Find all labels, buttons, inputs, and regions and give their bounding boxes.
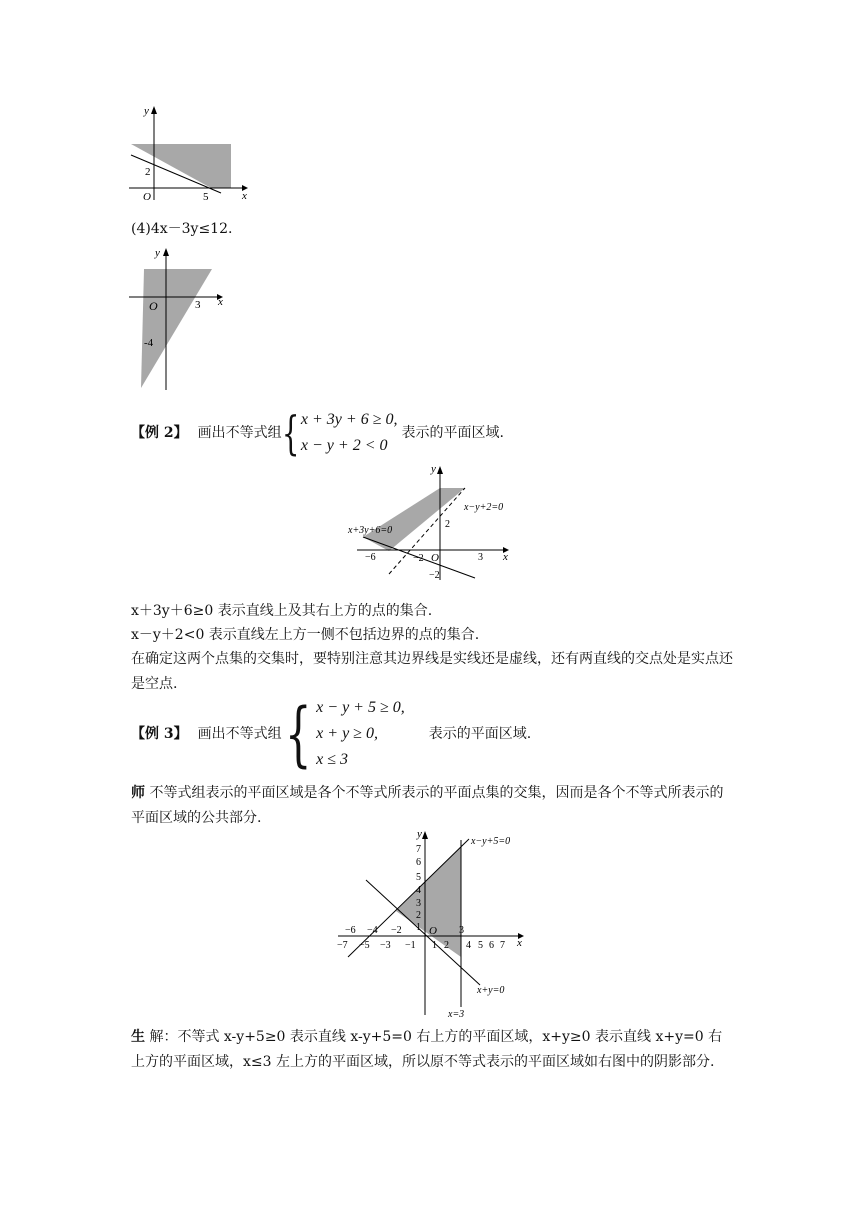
- x-tick-3: 3: [478, 552, 483, 563]
- example-2-suffix: 表示的平面区域.: [401, 425, 504, 441]
- y-tick-neg4: -4: [144, 337, 154, 349]
- y-axis-arrow: [151, 106, 157, 114]
- origin-label: O: [429, 925, 437, 937]
- y-axis-arrow: [437, 466, 443, 474]
- y-label: y: [144, 105, 149, 117]
- origin-label: O: [431, 552, 439, 564]
- y-label: y: [155, 247, 160, 259]
- x-tick: −1: [405, 940, 416, 951]
- inequality-3: x ≤ 3: [316, 751, 349, 768]
- y-tick: 1: [416, 922, 421, 933]
- example-3-tag: 【例 3】: [131, 726, 188, 742]
- x-label: x: [218, 296, 223, 308]
- y-tick-2: 2: [445, 519, 450, 530]
- x-tick-3: 3: [195, 299, 201, 311]
- inequality-2: x + y ≥ 0,: [316, 725, 378, 742]
- label-x-minus-y-plus-5: x−y+5=0: [471, 836, 511, 847]
- x-tick: 7: [500, 940, 505, 951]
- explain-line-3: 在确定这两个点集的交集时，要特别注意其边界线是实线还是虚线，还有两直线的交点处是实点还是空点.: [131, 651, 733, 692]
- example-2-tag: 【例 2】: [131, 425, 188, 441]
- student-paragraph: [131, 1025, 736, 1075]
- y-label: y: [417, 828, 422, 840]
- example-3: [131, 695, 531, 773]
- label-x-plus-y: x+y=0: [477, 985, 505, 996]
- x-tick: −3: [380, 940, 391, 951]
- y-axis-arrow: [422, 831, 428, 839]
- explain-line-2: x－y＋2<0 表示直线左上方一侧不包括边界的点的集合.: [131, 627, 480, 643]
- x-label: x: [517, 937, 522, 949]
- y-tick: 5: [416, 872, 421, 883]
- x-label: x: [242, 190, 247, 202]
- teacher-text: 不等式组表示的平面区域是各个不等式所表示的平面点集的交集，因而是各个不等式所表示的平面区域的公共部分.: [131, 785, 724, 826]
- inequality-1: x + 3y + 6 ≥ 0,: [300, 411, 398, 428]
- student-role: 生: [131, 1029, 145, 1045]
- inequality-1: x − y + 5 ≥ 0,: [316, 699, 405, 716]
- example-2: [131, 407, 504, 459]
- example-2-prefix: 画出不等式组: [197, 425, 282, 441]
- y-label: y: [431, 463, 436, 475]
- x-tick-neg2: −2: [413, 553, 424, 564]
- y-tick-2: 2: [145, 166, 151, 178]
- y-tick: 7: [416, 844, 421, 855]
- system-lines: [301, 407, 398, 459]
- x-tick-neg6: −6: [365, 552, 376, 563]
- x-label: x: [503, 551, 508, 563]
- x-tick: −6: [345, 925, 356, 936]
- x-tick: 5: [478, 940, 483, 951]
- y-tick: 6: [416, 857, 421, 868]
- item-4-label: (4)4x－3y≤12.: [131, 221, 233, 237]
- line-label-b: x+3y+6=0: [348, 525, 393, 536]
- system-lines: [316, 695, 405, 773]
- x-tick: −4: [367, 925, 378, 936]
- y-tick: 4: [416, 885, 421, 896]
- origin-label: O: [143, 191, 151, 203]
- figure-1-graph: [125, 100, 255, 205]
- x-tick-5: 5: [203, 191, 209, 203]
- x-tick: −5: [359, 940, 370, 951]
- line-label-a: x−y+2=0: [464, 502, 504, 513]
- x-tick: 1: [432, 940, 437, 951]
- y-axis-arrow: [163, 248, 169, 256]
- y-tick: 3: [416, 898, 421, 909]
- label-x-equals-3: x=3: [448, 1009, 465, 1020]
- x-tick: 6: [489, 940, 494, 951]
- student-text: 解：不等式 x-y+5≥0 表示直线 x-y+5=0 右上方的平面区域，x+y≥0 表示直线 x+y=0 右上方的平面区域，x≤3 左上方的平面区域，所以原不等式表示的平面区域如右图中的阴影部分.: [131, 1029, 723, 1070]
- x-tick: −7: [337, 940, 348, 951]
- figure-3-graph: [345, 460, 520, 585]
- example-3-suffix: 表示的平面区域.: [428, 726, 532, 742]
- y-tick-neg2: −2: [429, 570, 440, 581]
- figure-4-graph: [330, 825, 530, 1020]
- y-tick: 2: [416, 910, 421, 921]
- example-3-prefix: 画出不等式组: [197, 726, 282, 742]
- x-tick: 3: [459, 925, 464, 936]
- shaded-region: [141, 269, 212, 388]
- left-brace: {: [284, 693, 312, 775]
- explain-line-1: x＋3y＋6≥0 表示直线上及其右上方的点的集合.: [131, 603, 433, 619]
- left-brace: {: [281, 406, 300, 460]
- figure-2-graph: [125, 240, 235, 390]
- inequality-2: x − y + 2 < 0: [300, 437, 388, 454]
- teacher-role: 师: [131, 785, 145, 801]
- origin-label: O: [149, 299, 158, 313]
- x-tick: 4: [466, 940, 471, 951]
- x-tick: 2: [444, 940, 449, 951]
- x-tick: −2: [391, 925, 402, 936]
- teacher-paragraph: [131, 781, 736, 831]
